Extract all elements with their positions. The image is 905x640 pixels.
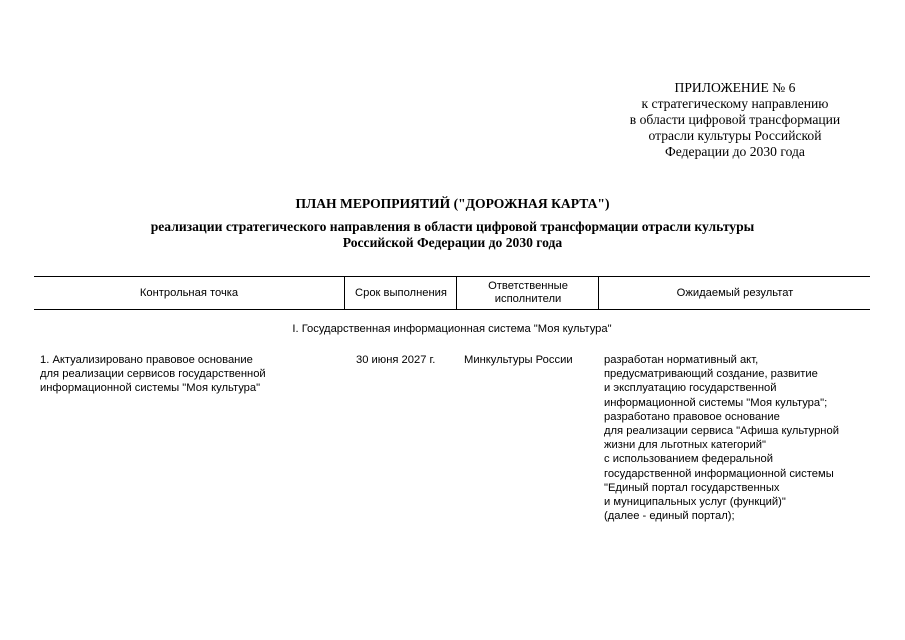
- checkpoint-line: для реализации сервисов государственной: [40, 368, 266, 381]
- deadline-cell: 30 июня 2027 г.: [356, 354, 436, 366]
- subtitle-line: Российской Федерации до 2030 года: [342, 235, 563, 250]
- checkpoint-cell: [40, 353, 340, 396]
- page-title: ПЛАН МЕРОПРИЯТИЙ ("ДОРОЖНАЯ КАРТА"): [295, 196, 610, 211]
- result-line: "Единый портал государственных: [604, 481, 780, 494]
- checkpoint-line: информационной системы "Моя культура": [40, 382, 261, 395]
- page-subtitle: [0, 219, 905, 251]
- result-line: (далее - единый портал);: [604, 510, 735, 523]
- result-line: и муниципальных услуг (функций)": [604, 496, 786, 509]
- header-result: Ожидаемый результат: [598, 277, 871, 309]
- result-line: и эксплуатацию государственной: [604, 382, 777, 395]
- result-line: государственной информационной системы: [604, 467, 834, 480]
- header-executors: [456, 277, 599, 309]
- result-line: разработано правовое основание: [604, 410, 780, 423]
- checkpoint-line: 1. Актуализировано правовое основание: [40, 354, 253, 366]
- section-title: I. Государственная информационная система "Моя культура": [292, 323, 612, 335]
- header-executors-line: исполнители: [494, 293, 562, 305]
- table-header: [34, 276, 870, 310]
- result-line: предусматривающий создание, развитие: [604, 368, 818, 381]
- appendix-number: ПРИЛОЖЕНИЕ № 6: [674, 80, 796, 95]
- result-cell: [604, 353, 870, 523]
- header-checkpoint: Контрольная точка: [139, 286, 239, 299]
- appendix-line: к стратегическому направлению: [641, 96, 829, 111]
- appendix-line: Федерации до 2030 года: [665, 144, 805, 159]
- result-line: информационной системы "Моя культура";: [604, 396, 828, 409]
- header-deadline: Срок выполнения: [344, 277, 457, 309]
- header-executors-line: Ответственные: [488, 280, 568, 292]
- appendix-line: в области цифровой трансформации: [629, 112, 841, 127]
- appendix-line: отрасли культуры Российской: [648, 128, 822, 143]
- subtitle-line: реализации стратегического направления в области цифровой трансформации отрасли культуры: [150, 219, 755, 234]
- result-line: для реализации сервиса "Афиша культурной: [604, 425, 839, 438]
- result-line: разработан нормативный акт,: [604, 354, 759, 366]
- result-line: жизни для льготных категорий": [604, 439, 766, 452]
- appendix-heading: [600, 80, 870, 160]
- result-line: с использованием федеральной: [604, 453, 774, 466]
- executor-cell: Минкультуры России: [464, 354, 573, 366]
